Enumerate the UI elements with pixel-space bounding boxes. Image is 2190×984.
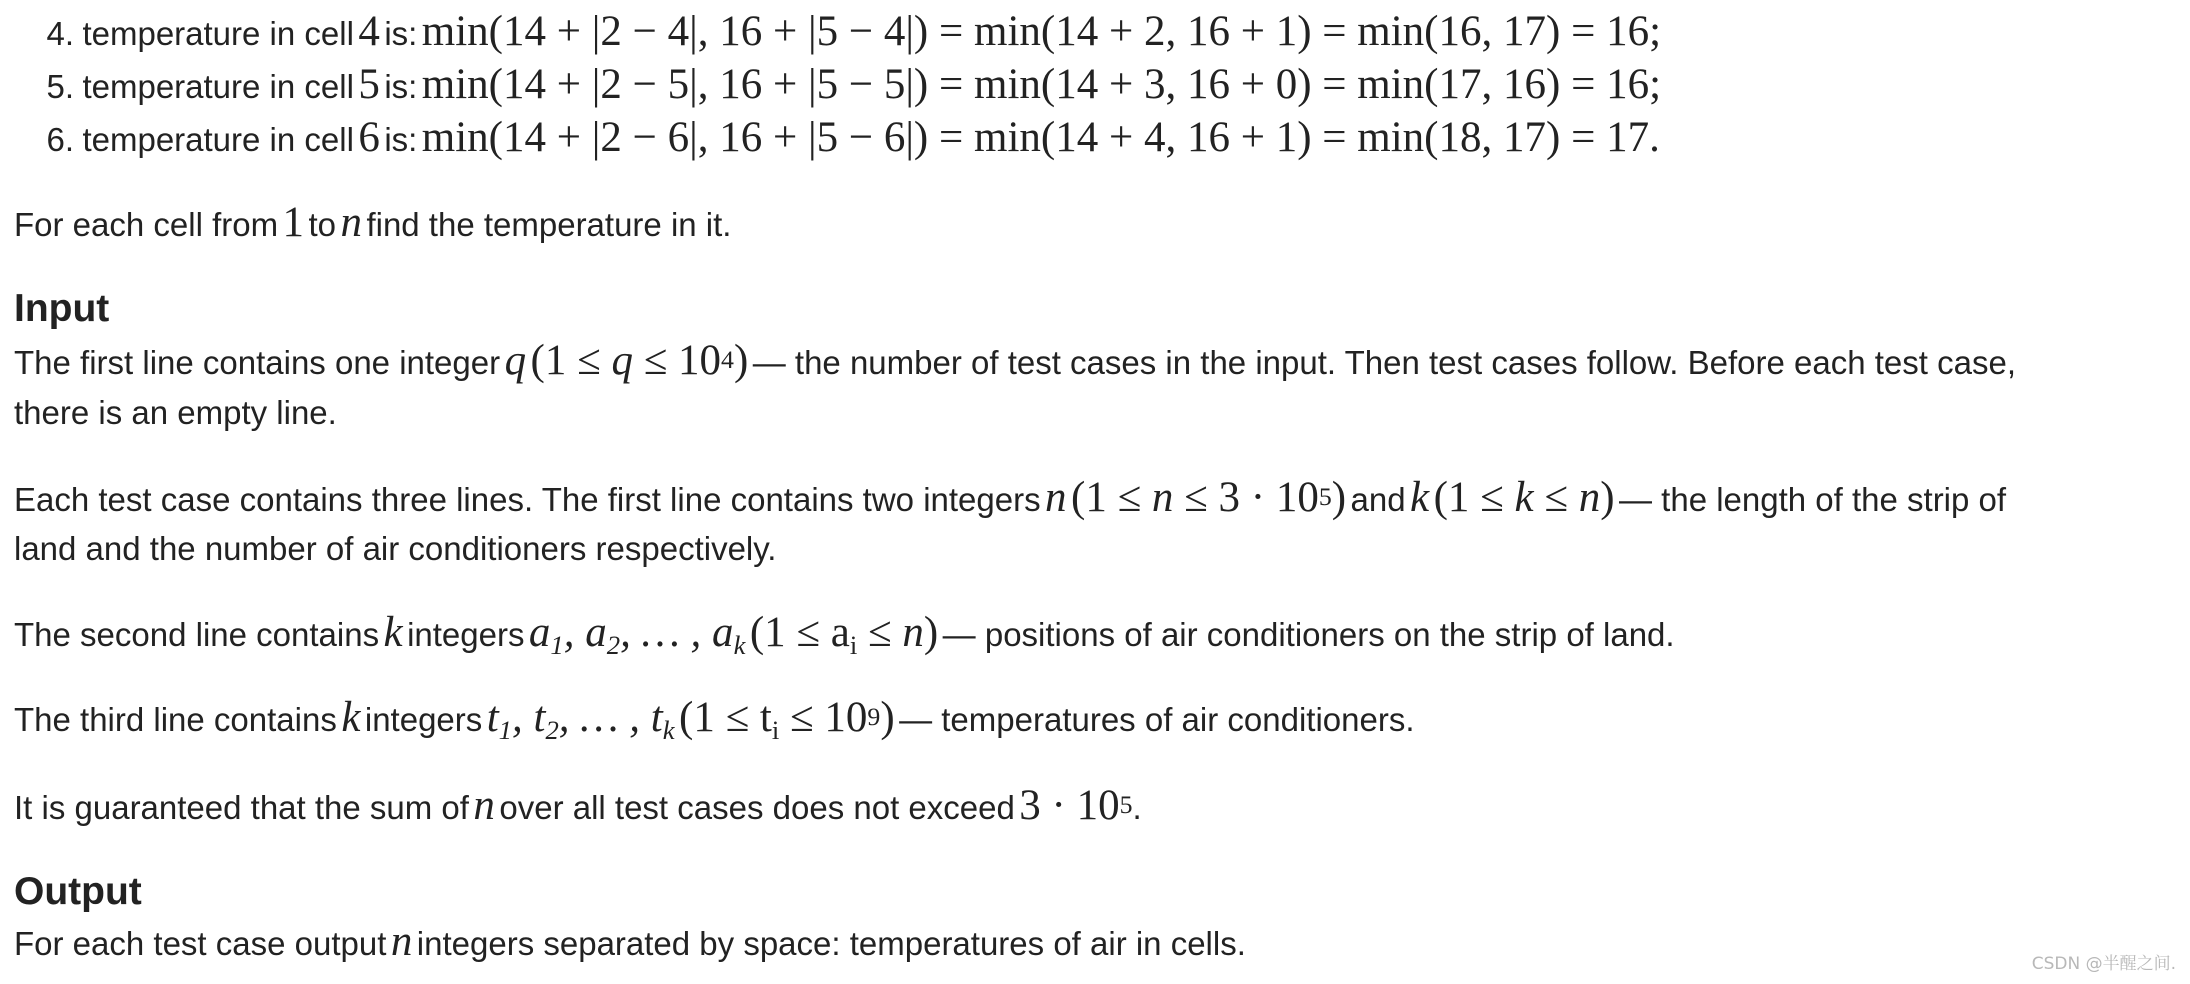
cell-index: 5	[358, 61, 380, 108]
math-subscript: 1	[498, 714, 512, 745]
math-text: )	[733, 337, 749, 384]
math-text: ≤ 10	[643, 337, 722, 384]
math-subscript: 1	[550, 629, 564, 660]
math-text: (1 ≤	[1071, 474, 1142, 521]
math-text: (1 ≤ a	[749, 609, 850, 656]
math-variable: k	[1514, 474, 1534, 521]
text: find the temperature in it.	[366, 206, 732, 243]
math-variable: k	[341, 694, 361, 741]
text: The third line contains	[14, 701, 337, 738]
math-text: , … , a	[620, 609, 734, 656]
text: For each cell from	[14, 206, 279, 243]
math-text: (1 ≤	[1433, 474, 1504, 521]
math-variable: q	[504, 337, 527, 384]
input-paragraph-1	[14, 337, 2179, 394]
list-number: 5.	[46, 68, 74, 105]
text: land and the number of air conditioners respectively.	[14, 530, 777, 567]
example-line	[0, 59, 1661, 120]
math-text: , t	[512, 694, 546, 741]
math-subscript: k	[662, 714, 675, 745]
list-number: 4.	[46, 15, 74, 52]
list-text: temperature in cell	[82, 15, 354, 52]
math-text: )	[1331, 474, 1347, 521]
math-text: ≤ 3 · 10	[1184, 474, 1319, 521]
input-paragraph-1-cont	[14, 389, 2179, 444]
math-variable: n	[902, 609, 924, 656]
temperature-formula: min(14 + |2 − 4|, 16 + |5 − 4|) = min(14 + 2, 16 + 1) = min(16, 17) = 16;	[421, 8, 1662, 55]
task-paragraph	[14, 199, 2179, 256]
math-exponent: 4	[721, 344, 734, 374]
math-variable: n	[340, 199, 362, 246]
text: — the number of test cases in the input. Then test cases follow. Before each test case,	[752, 344, 2016, 381]
example-line	[0, 112, 1660, 173]
text: For each test case output	[14, 925, 387, 962]
math-exponent: 9	[867, 701, 881, 731]
math-variable: t	[486, 694, 499, 741]
text: there is an empty line.	[14, 394, 337, 431]
text: integers separated by space: temperatures of air in cells.	[416, 925, 1246, 962]
cell-index: 4	[358, 8, 380, 55]
temperature-formula: min(14 + |2 − 5|, 16 + |5 − 5|) = min(14 + 3, 16 + 0) = min(17, 16) = 16;	[421, 61, 1662, 108]
input-paragraph-2-cont	[14, 525, 2179, 580]
math-subscript: 2	[606, 629, 621, 660]
list-text: is:	[384, 121, 418, 158]
math-variable: n	[1045, 474, 1067, 521]
math-variable: k	[1410, 474, 1430, 521]
output-paragraph	[14, 918, 2179, 975]
math-text: (1 ≤	[530, 337, 601, 384]
input-paragraph-4	[14, 694, 2179, 751]
math-text: , … , t	[558, 694, 663, 741]
text: integers	[364, 701, 483, 738]
text: .	[1132, 789, 1142, 826]
cell-index: 6	[358, 114, 380, 161]
example-line	[0, 6, 1661, 67]
math-text: ≤	[1544, 474, 1568, 521]
text: — the length of the strip of	[1619, 481, 2007, 518]
text: integers	[407, 616, 525, 653]
math-value: 1	[282, 199, 305, 246]
text: The second line contains	[14, 616, 380, 653]
text: It is guaranteed that the sum of	[14, 789, 469, 826]
math-text: (1 ≤ t	[679, 694, 772, 741]
math-variable: n	[1151, 474, 1174, 521]
math-text: ≤ 10	[790, 694, 868, 741]
input-paragraph-5	[14, 782, 2179, 839]
text: — positions of air conditioners on the strip of land.	[942, 616, 1675, 653]
list-text: is:	[384, 68, 418, 105]
math-exponent: 5	[1318, 481, 1332, 511]
math-subscript: i	[849, 629, 858, 660]
math-text: 3 · 10	[1019, 782, 1120, 829]
list-text: temperature in cell	[82, 121, 354, 158]
math-variable: n	[1578, 474, 1601, 521]
math-variable: n	[473, 782, 495, 829]
output-heading: Output	[14, 870, 142, 913]
text: and	[1350, 481, 1406, 518]
math-variable: a	[528, 609, 551, 656]
math-subscript: 2	[545, 714, 559, 745]
text: to	[308, 206, 337, 243]
temperature-formula: min(14 + |2 − 6|, 16 + |5 − 6|) = min(14 + 4, 16 + 1) = min(18, 17) = 17.	[421, 114, 1660, 161]
list-number: 6.	[46, 121, 74, 158]
math-variable: n	[390, 918, 413, 965]
list-text: temperature in cell	[82, 68, 354, 105]
math-subscript: k	[733, 629, 746, 660]
text: Each test case contains three lines. The first line contains two integers	[14, 481, 1041, 518]
text: over all test cases does not exceed	[499, 789, 1015, 826]
text: The first line contains one integer	[14, 344, 501, 381]
watermark: CSDN @半醒之间.	[2031, 954, 2176, 974]
math-text: )	[1600, 474, 1615, 521]
math-variable: q	[611, 337, 633, 384]
math-text: )	[923, 609, 939, 656]
math-subscript: i	[771, 714, 780, 745]
list-text: is:	[384, 15, 418, 52]
math-text: ≤	[868, 609, 892, 656]
text: — temperatures of air conditioners.	[899, 701, 1415, 738]
math-text: )	[880, 694, 895, 741]
math-variable: k	[383, 609, 403, 656]
math-exponent: 5	[1119, 789, 1133, 819]
input-paragraph-2	[14, 474, 2179, 531]
math-text: , a	[563, 609, 607, 656]
input-paragraph-3	[14, 609, 2179, 666]
input-heading: Input	[14, 287, 110, 330]
